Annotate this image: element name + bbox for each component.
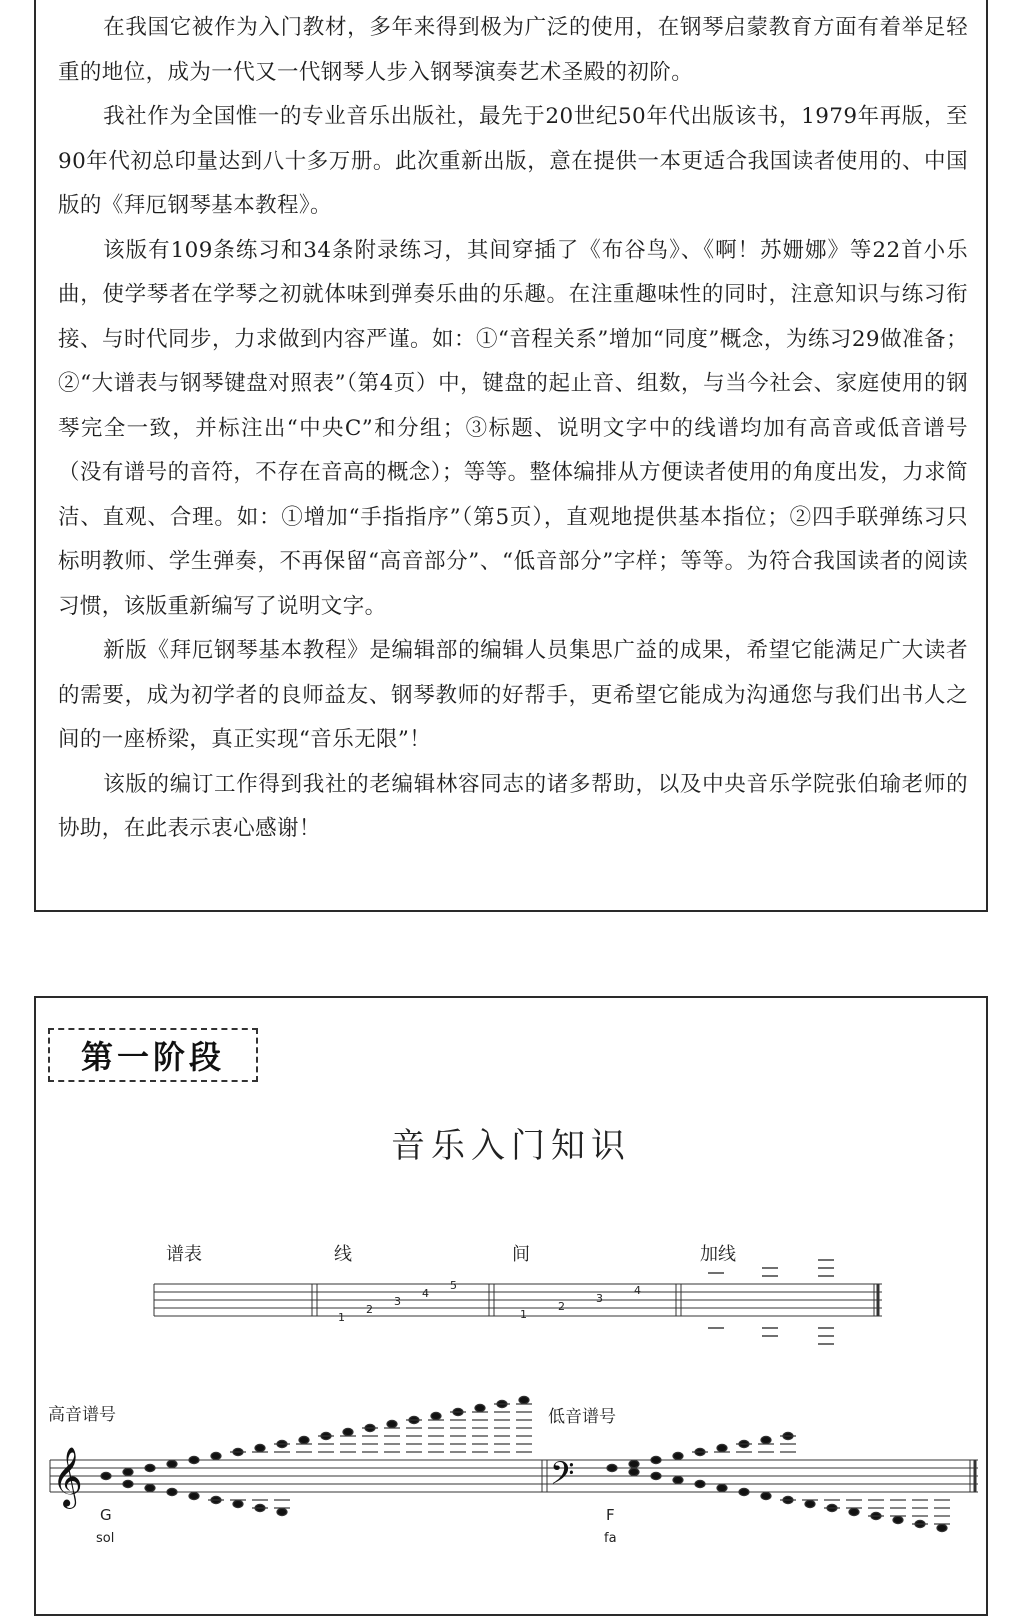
- preface-panel: [34, 0, 988, 912]
- label-spaces: 间: [512, 1244, 530, 1265]
- line-number-2: 2: [366, 1303, 373, 1316]
- treble-clef-label: 高音谱号: [48, 1405, 116, 1425]
- line-number-1: 1: [338, 1311, 345, 1324]
- preface-paragraph-3: 该版有109条练习和34条附录练习，其间穿插了《布谷鸟》、《啊！苏姗娜》等22首小乐曲，使学琴者在学琴之初就体味到弹奏乐曲的乐趣。在注重趣味性的同时，注意知识与练习衔接、与时代同步，力求做到内容严谨。如：①“音程关系”增加“同度”概念，为练习29做准备；②“大谱表与钢琴键盘对照表”（第4页）中，键盘的起止音、组数，与当今社会、家庭使用的钢琴完全一致，并标注出“中央C”和分组；③标题、说明文字中的线谱均加有高音或低音谱号（没有谱号的音符，不存在音高的概念）；等等。整体编排从方便读者使用的角度出发，力求简洁、直观、合理。如：①增加“手指指序”（第5页），直观地提供基本指位；②四手联弹练习只标明教师、学生弹奏，不再保留“高音部分”、“低音部分”字样；等等。为符合我国读者的阅读习惯，该版重新编写了说明文字。: [58, 237, 968, 619]
- space-number-2: 2: [558, 1300, 565, 1313]
- preface-body: [58, 6, 968, 852]
- preface-paragraph-4: 新版《拜厄钢琴基本教程》是编辑部的编辑人员集思广益的成果，希望它能满足广大读者的需要，成为初学者的良师益友、钢琴教师的好帮手，更希望它能成为沟通您与我们出书人之间的一座桥梁，真正实现“音乐无限”！: [58, 638, 968, 752]
- ledger-lines: [708, 1260, 834, 1344]
- label-lines: 线: [334, 1244, 352, 1265]
- space-number-3: 3: [596, 1292, 603, 1305]
- label-ledger: 加线: [700, 1244, 736, 1265]
- bass-clef-icon: 𝄢: [550, 1455, 575, 1499]
- lesson-title: 音乐入门知识: [391, 1126, 631, 1166]
- line-number-4: 4: [422, 1287, 429, 1300]
- preface-paragraph-1: 在我国它被作为入门教材，多年来得到极为广泛的使用，在钢琴启蒙教育方面有着举足轻重的地位，成为一代又一代钢琴人步入钢琴演奏艺术圣殿的初阶。: [58, 15, 968, 85]
- lesson-panel: [34, 996, 988, 1616]
- line-number-3: 3: [394, 1295, 401, 1308]
- bass-solfege: fa: [604, 1531, 617, 1546]
- space-number-1: 1: [520, 1308, 527, 1321]
- bass-notes: [607, 1432, 950, 1531]
- line-numbers: [338, 1279, 457, 1324]
- preface-paragraph-5: 该版的编订工作得到我社的老编辑林容同志的诸多帮助，以及中央音乐学院张伯瑜老师的协助，在此表示衷心感谢！: [58, 771, 968, 841]
- bass-clef-label: 低音谱号: [548, 1407, 616, 1427]
- clef-staff: [50, 1460, 978, 1492]
- label-staff: 谱表: [166, 1244, 202, 1265]
- treble-notes: [101, 1396, 532, 1515]
- staff-row: [154, 1284, 882, 1316]
- treble-solfege: sol: [96, 1531, 115, 1546]
- line-number-5: 5: [450, 1279, 457, 1292]
- treble-note-letter: G: [100, 1506, 112, 1524]
- stage-label: 第一阶段: [48, 1028, 258, 1082]
- notation-figure: [36, 998, 986, 1614]
- preface-paragraph-2: 我社作为全国惟一的专业音乐出版社，最先于20世纪50年代出版该书，1979年再版，至90年代初总印量达到八十多万册。此次重新出版，意在提供一本更适合我国读者使用的、中国版的《拜厄钢琴基本教程》。: [58, 104, 968, 218]
- bass-note-letter: F: [606, 1506, 615, 1524]
- space-numbers: [520, 1284, 641, 1321]
- treble-clef-icon: 𝄞: [52, 1447, 83, 1507]
- space-number-4: 4: [634, 1284, 641, 1297]
